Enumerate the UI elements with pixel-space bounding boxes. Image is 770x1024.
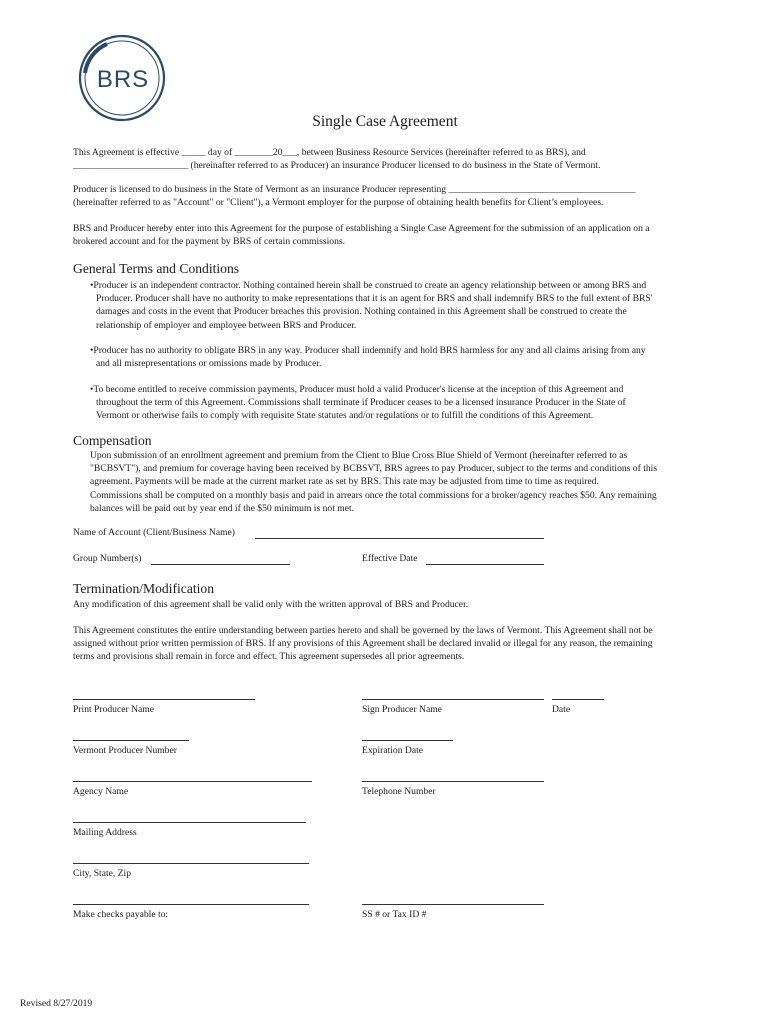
compensation-line-5: balances will be paid out by year end if the $50 minimum is not met. — [90, 502, 355, 514]
compensation-paragraph — [90, 449, 715, 515]
purpose-line-1: BRS and Producer hereby enter into this Agreement for the purpose of establishing a Single Case Agreement for the submission of an application on a — [73, 223, 650, 234]
purpose-line-2: brokered account and for the payment by BRS of certain commissions. — [73, 236, 346, 248]
revised-date: Revised 8/27/2019 — [20, 998, 93, 1009]
producer-line-2: (hereinafter referred to as "Account" or "Client"), a Vermont employer for the purpose of obtaining health benefits for Client’s employees. — [73, 197, 604, 209]
termination-p2-line-2: assigned without prior written permission of BRS. If any provisions of this Agreement shall be declared invalid or illegal for any reason, the remaining — [73, 638, 653, 650]
termination-paragraph — [73, 624, 713, 664]
name-of-account-field[interactable] — [255, 538, 544, 539]
document-title: Single Case Agreement — [312, 113, 458, 130]
general-terms-heading: General Terms and Conditions — [73, 261, 240, 276]
bullet-1-line-4: relationship of employer and employee between BRS and Producer. — [96, 319, 357, 331]
mailing-address-field[interactable] — [73, 822, 306, 823]
make-checks-payable-label: Make checks payable to: — [73, 909, 169, 920]
vermont-producer-number-field[interactable] — [73, 740, 189, 741]
date-field[interactable] — [552, 699, 604, 700]
termination-p2-line-3: terms and provisions shall remain in force and effect. This agreement supersedes all prior agreements. — [73, 651, 465, 663]
general-terms-bullet-2 — [90, 344, 721, 370]
intro-line-1: This Agreement is effective _____ day of ________20___, between Business Resource Services (hereinafter referred to as BRS), and — [73, 147, 586, 158]
compensation-line-3: agreement. Payments will be made at the current market rate as set by BRS. This rate may be adjusted from time to time as required. — [90, 476, 599, 488]
producer-line-1: Producer is licensed to do business in the State of Vermont as an insurance Producer representing _______________________________________ — [73, 184, 636, 195]
compensation-heading: Compensation — [73, 433, 152, 448]
bullet-3-line-2: throughout the term of this Agreement. Commissions shall terminate if Producer ceases to be a licensed insurance Producer in the State of — [96, 397, 626, 409]
mailing-address-label: Mailing Address — [73, 827, 137, 838]
group-numbers-label: Group Number(s) — [73, 553, 142, 564]
brs-logo — [77, 33, 167, 123]
logo-text: BRS — [96, 66, 150, 93]
vermont-producer-number-label: Vermont Producer Number — [73, 745, 177, 756]
name-of-account-label: Name of Account (Client/Business Name) — [73, 527, 235, 538]
group-numbers-field[interactable] — [151, 564, 290, 565]
city-state-zip-label: City, State, Zip — [73, 868, 132, 879]
telephone-number-field[interactable] — [362, 781, 544, 782]
compensation-line-2: "BCBSVT"), and premium for coverage having been received by BCBSVT, BRS agrees to pay Producer, subject to the terms and conditions of this — [90, 463, 658, 475]
termination-p2-line-1: This Agreement constitutes the entire understanding between parties hereto and shall be governed by the laws of Vermont. This Agreement shall not be — [73, 625, 653, 636]
general-terms-bullet-3 — [90, 383, 721, 423]
compensation-line-4: Commissions shall be computed on a monthly basis and paid in arrears once the total commissions for a broker/agency reaches $50. Any remaining — [90, 489, 657, 501]
brs-logo-icon — [77, 33, 167, 123]
city-state-zip-field[interactable] — [73, 863, 309, 864]
termination-line: Any modification of this agreement shall be valid only with the written approval of BRS and Producer. — [73, 599, 469, 610]
compensation-line-1: Upon submission of an enrollment agreement and premium from the Client to Blue Cross Blue Shield of Vermont (hereinafter referred to as — [90, 450, 628, 461]
ss-tax-id-field[interactable] — [362, 904, 544, 905]
date-label: Date — [552, 704, 571, 715]
bullet-1-line-1: •Producer is an independent contractor. Nothing contained herein shall be construed to create an agency relationship between or among BRS and — [90, 280, 647, 291]
bullet-3-line-3: Vermont or otherwise fails to comply with requisite State statutes and/or regulations or to fulfill the conditions of this Agreement. — [96, 410, 594, 422]
expiration-date-label: Expiration Date — [362, 745, 424, 756]
ss-tax-id-label: SS # or Tax ID # — [362, 909, 427, 920]
effective-date-label: Effective Date — [362, 553, 418, 564]
intro-paragraph — [73, 146, 713, 172]
bullet-2-line-2: and all misrepresentations or omissions made by Producer. — [96, 358, 322, 370]
termination-heading: Termination/Modification — [73, 581, 214, 596]
producer-paragraph — [73, 183, 713, 209]
expiration-date-field[interactable] — [362, 740, 453, 741]
effective-date-field[interactable] — [426, 564, 544, 565]
print-producer-name-label: Print Producer Name — [73, 704, 154, 715]
bullet-1-line-3: damages and costs in the event that Producer breaches this provision. Nothing contained in this Agreement shall be construed to create the — [96, 306, 627, 318]
purpose-paragraph — [73, 222, 713, 248]
bullet-3-line-1: •To become entitled to receive commission payments, Producer must hold a valid Producer's license at the inception of this Agreement and — [90, 384, 624, 395]
general-terms-bullet-1 — [90, 279, 721, 332]
agency-name-field[interactable] — [73, 781, 312, 782]
bullet-1-line-2: Producer. Producer shall have no authority to make representations that it is an agent for BRS and shall indemnify BRS to the full extent of BRS' — [96, 293, 653, 305]
intro-line-2: ________________________ (hereinafter referred to as Producer) an insurance Producer licensed to do business in the State of Vermont. — [73, 160, 601, 172]
sign-producer-name-field[interactable] — [362, 699, 544, 700]
bullet-2-line-1: •Producer has no authority to obligate BRS in any way. Producer shall indemnify and hold BRS harmless for any and all claims arising from any — [90, 345, 646, 356]
make-checks-payable-field[interactable] — [73, 904, 309, 905]
agency-name-label: Agency Name — [73, 786, 129, 797]
sign-producer-name-label: Sign Producer Name — [362, 704, 442, 715]
telephone-number-label: Telephone Number — [362, 786, 436, 797]
print-producer-name-field[interactable] — [73, 699, 255, 700]
